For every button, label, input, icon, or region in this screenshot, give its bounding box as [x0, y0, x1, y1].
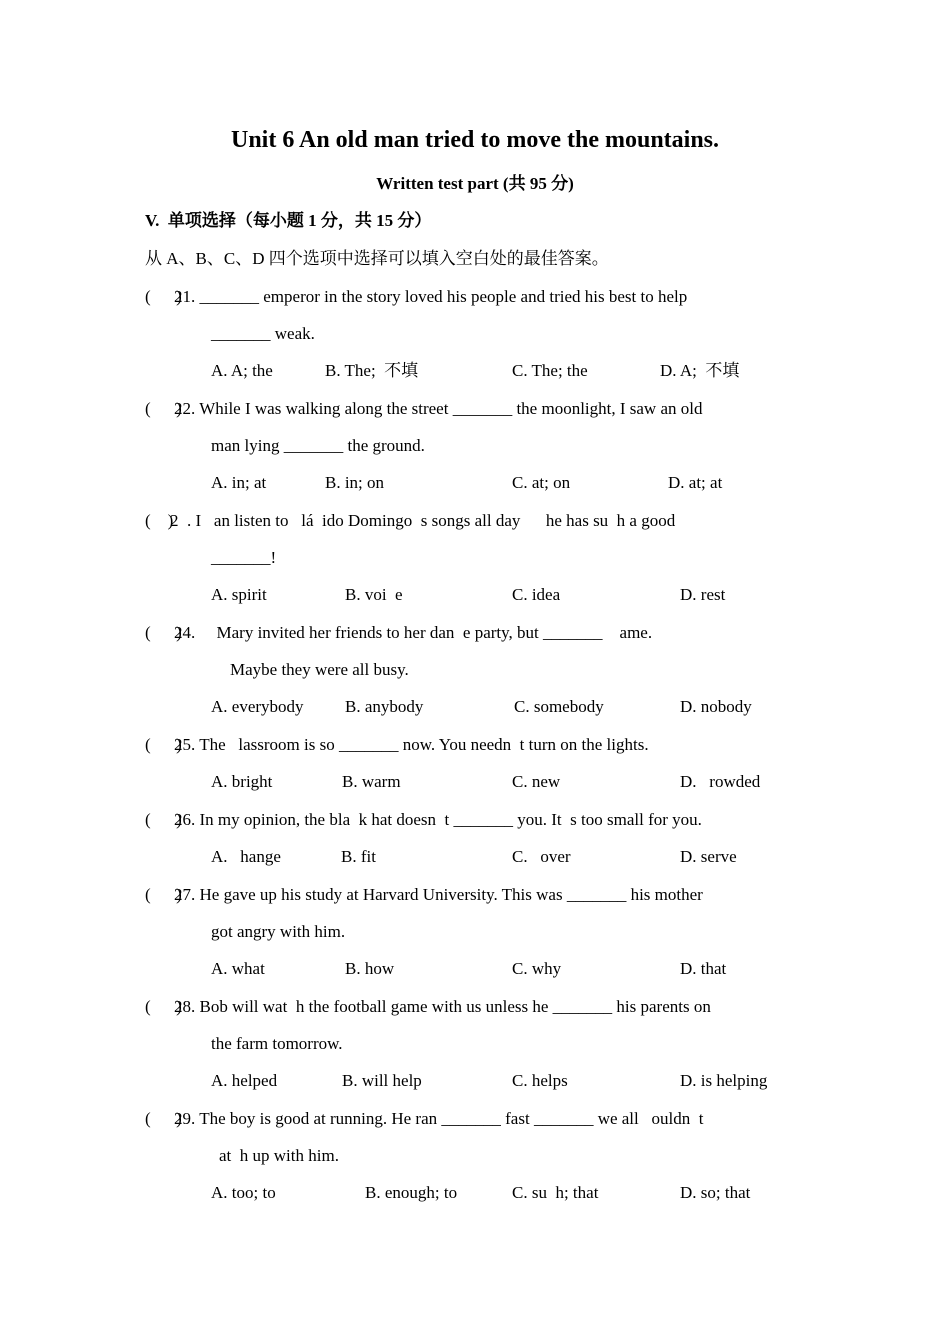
answer-blank-paren: ( )	[145, 1109, 182, 1128]
option-d: D. so; that	[680, 1183, 751, 1202]
option-b: B. anybody	[345, 697, 424, 716]
section-instruction: 从 A、B、C、D 四个选项中选择可以填入空白处的最佳答案。	[145, 249, 609, 268]
option-a: A. too; to	[211, 1183, 276, 1202]
option-c: C. su h; that	[512, 1183, 599, 1202]
option-b: B. The; 不填	[325, 361, 419, 380]
question-text: 25. The lassroom is so _______ now. You needn t turn on the lights.	[174, 735, 649, 754]
option-d: D. nobody	[680, 697, 752, 716]
question-text: the farm tomorrow.	[211, 1034, 343, 1053]
option-d: D. at; at	[668, 473, 723, 492]
option-d: D. serve	[680, 847, 737, 866]
option-d: D. is helping	[680, 1071, 768, 1090]
option-c: C. at; on	[512, 473, 571, 492]
option-c: C. helps	[512, 1071, 568, 1090]
answer-blank-paren: ( )	[145, 997, 182, 1016]
question-text: Maybe they were all busy.	[230, 660, 409, 679]
question-text: at h up with him.	[219, 1146, 339, 1165]
option-c: C. new	[512, 772, 561, 791]
question-text: 21. _______ emperor in the story loved his people and tried his best to help	[174, 287, 688, 306]
answer-blank-paren: ( )	[145, 399, 182, 418]
question-text: 28. Bob will wat h the football game with us unless he _______ his parents on	[174, 997, 711, 1016]
question-text: man lying _______ the ground.	[211, 436, 425, 455]
option-a: A. spirit	[211, 585, 267, 604]
question-text: 27. He gave up his study at Harvard University. This was _______ his mother	[174, 885, 703, 904]
option-b: B. in; on	[325, 473, 385, 492]
question-text: 22. While I was walking along the street _______ the moonlight, I saw an old	[174, 399, 703, 418]
option-d: D. rowded	[680, 772, 761, 791]
option-c: C. why	[512, 959, 562, 978]
option-b: B. how	[345, 959, 395, 978]
option-b: B. fit	[341, 847, 376, 866]
option-b: B. will help	[342, 1071, 422, 1090]
option-b: B. voi e	[345, 585, 403, 604]
section-heading: V. 单项选择（每小题 1 分，共 15 分）	[145, 211, 432, 230]
option-c: C. The; the	[512, 361, 588, 380]
question-text: 29. The boy is good at running. He ran _______ fast _______ we all ouldn t	[174, 1109, 704, 1128]
answer-blank-paren: ( )	[145, 623, 182, 642]
answer-blank-paren: ( )	[145, 810, 182, 829]
page-title: Unit 6 An old man tried to move the mountains.	[230, 127, 720, 153]
option-c: C. over	[512, 847, 571, 866]
page-subtitle: Written test part (共 95 分)	[376, 174, 574, 193]
answer-blank-paren: ( )	[145, 511, 174, 530]
question-text: 24. Mary invited her friends to her dan e party, but _______ ame.	[174, 623, 653, 642]
answer-blank-paren: ( )	[145, 885, 182, 904]
question-text: 2 . I an listen to lá ido Domingo s songs all day he has su h a good	[170, 511, 676, 530]
option-c: C. somebody	[514, 697, 604, 716]
option-d: D. A; 不填	[660, 361, 740, 380]
question-text: _______ weak.	[211, 324, 315, 343]
answer-blank-paren: ( )	[145, 735, 182, 754]
option-c: C. idea	[512, 585, 561, 604]
question-text: _______!	[211, 548, 277, 567]
option-a: A. bright	[211, 772, 273, 791]
question-text: got angry with him.	[211, 922, 346, 941]
option-a: A. everybody	[211, 697, 304, 716]
option-a: A. what	[211, 959, 265, 978]
question-text: 26. In my opinion, the bla k hat doesn t _______ you. It s too small for you.	[174, 810, 702, 829]
option-a: A. in; at	[211, 473, 267, 492]
option-d: D. that	[680, 959, 727, 978]
answer-blank-paren: ( )	[145, 287, 182, 306]
option-a: A. A; the	[211, 361, 273, 380]
option-d: D. rest	[680, 585, 726, 604]
option-a: A. helped	[211, 1071, 278, 1090]
option-b: B. warm	[342, 772, 401, 791]
option-a: A. hange	[211, 847, 281, 866]
option-b: B. enough; to	[365, 1183, 458, 1202]
